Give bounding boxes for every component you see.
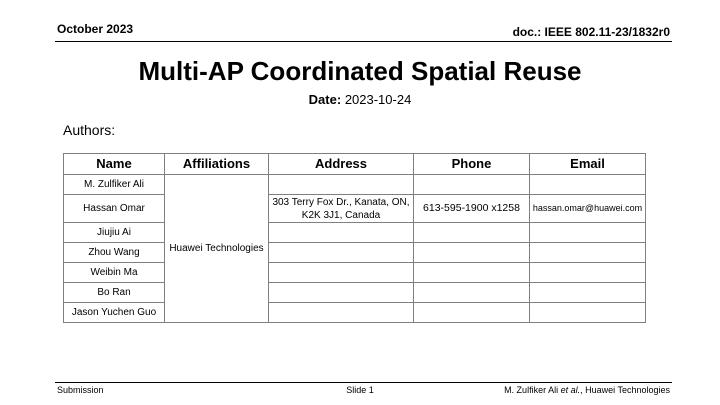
table-row: [64, 263, 646, 283]
footer-divider: [55, 382, 672, 383]
header-divider: [55, 41, 672, 42]
author-address: 303 Terry Fox Dr., Kanata, ON, K2K 3J1, Canada: [269, 195, 414, 223]
col-header-email: Email: [530, 154, 646, 175]
header-date: October 2023: [57, 22, 134, 36]
author-email: [530, 263, 646, 283]
date-value: 2023-10-24: [344, 92, 412, 107]
author-email: [530, 175, 646, 195]
slide-title: Multi-AP Coordinated Spatial Reuse: [138, 56, 582, 86]
col-header-phone: Phone: [414, 154, 530, 175]
author-phone: [414, 243, 530, 263]
author-phone: [414, 283, 530, 303]
table-row: [64, 303, 646, 323]
author-name: Zhou Wang: [64, 243, 165, 263]
author-email: [530, 223, 646, 243]
author-email: [530, 283, 646, 303]
author-phone: [414, 263, 530, 283]
date-label: Date:: [308, 92, 342, 107]
author-phone: [414, 223, 530, 243]
author-phone: 613-595-1900 x1258: [414, 195, 530, 223]
author-address: [269, 223, 414, 243]
table-row: [64, 175, 646, 195]
col-header-affiliations: Affiliations: [165, 154, 269, 175]
author-address: [269, 283, 414, 303]
table-row: [64, 223, 646, 243]
footer-etal: et al.: [560, 385, 581, 395]
table-row: [64, 195, 646, 223]
table-row: [64, 243, 646, 263]
author-phone: [414, 175, 530, 195]
author-address: [269, 175, 414, 195]
author-name: Weibin Ma: [64, 263, 165, 283]
footer-author-name: M. Zulfiker Ali: [504, 385, 559, 395]
slide-date: [0, 92, 720, 107]
author-address: [269, 243, 414, 263]
footer-authors: [504, 385, 670, 395]
table-header-row: [64, 154, 646, 175]
footer-slide-number: Slide 1: [346, 385, 374, 395]
authors-label: Authors:: [63, 122, 116, 138]
table-row: [64, 283, 646, 303]
author-address: [269, 303, 414, 323]
author-affiliation: Huawei Technologies: [165, 175, 269, 323]
author-phone: [414, 303, 530, 323]
author-email: hassan.omar@huawei.com: [530, 195, 646, 223]
footer-org: , Huawei Technologies: [580, 385, 670, 395]
footer-submission: Submission: [57, 385, 104, 395]
author-address: [269, 263, 414, 283]
author-name: Hassan Omar: [64, 195, 165, 223]
authors-table: [63, 153, 646, 323]
col-header-name: Name: [64, 154, 165, 175]
author-name: Jiujiu Ai: [64, 223, 165, 243]
author-name: Bo Ran: [64, 283, 165, 303]
author-name: Jason Yuchen Guo: [64, 303, 165, 323]
author-email: [530, 303, 646, 323]
col-header-address: Address: [269, 154, 414, 175]
author-name: M. Zulfiker Ali: [64, 175, 165, 195]
header-doc-id: doc.: IEEE 802.11-23/1832r0: [512, 25, 670, 39]
author-email: [530, 243, 646, 263]
